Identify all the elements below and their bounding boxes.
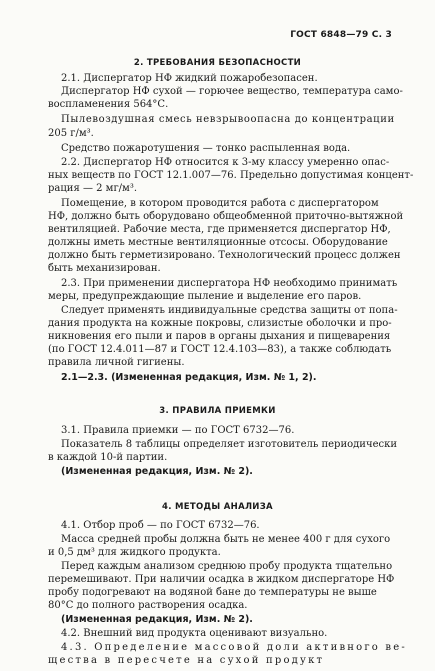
paragraph-line: 205 г/м³. [48, 128, 94, 139]
paragraph-line: 80°С до полного растворения осадка. [48, 600, 248, 611]
paragraph-line: Показатель 8 таблицы определяет изготовитель периодически [61, 439, 397, 450]
running-header: ГОСТ 6848—79 С. 3 [290, 30, 392, 40]
paragraph-line: 3.1. Правила приемки — по ГОСТ 6732—76. [61, 425, 295, 436]
paragraph-line: Пылевоздушная смесь невзрывоопасна до концентрации [61, 114, 395, 125]
paragraph-line: и 0,5 дм³ для жидкого продукта. [48, 547, 221, 558]
paragraph-line: рация — 2 мг/м³. [48, 183, 138, 194]
amendment-note: (Измененная редакция, Изм. № 2). [61, 614, 253, 625]
paragraph-line: НФ, должно быть оборудовано общеобменной приточно-вытяжной [48, 211, 404, 222]
paragraph-line: должны иметь местные вентиляционные отсосы. Оборудование [48, 237, 388, 248]
paragraph-line: пробу подогревают на водяной бане до температуры не выше [48, 587, 377, 598]
paragraph-line: Следует применять индивидуальные средства защиты от попа- [61, 305, 398, 316]
paragraph-line: перемешивают. При наличии осадка в жидком диспергаторе НФ [48, 574, 395, 585]
paragraph-line: Перед каждым анализом среднюю пробу продукта тщательно [61, 561, 393, 572]
amendment-note: 2.1—2.3. (Измененная редакция, Изм. № 1, 2). [61, 372, 317, 383]
paragraph-line: быть механизирован. [48, 263, 161, 274]
amendment-note: (Измененная редакция, Изм. № 2). [61, 466, 253, 477]
paragraph-line: (по ГОСТ 12.4.011—87 и ГОСТ 12.4.103—83), а также соблюдать [48, 344, 392, 355]
paragraph-line: вентиляцией. Рабочие места, где применяется диспергатор НФ, [48, 224, 391, 235]
paragraph-line: Помещение, в котором проводится работа с диспергатором [61, 198, 379, 209]
paragraph-line: 4.1. Отбор проб — по ГОСТ 6732—76. [61, 520, 260, 531]
paragraph-line: должно быть герметизировано. Технологический процесс должен [48, 250, 401, 261]
paragraph-line: Диспергатор НФ сухой — горючее вещество, температура само- [61, 86, 403, 97]
paragraph-line: дания продукта на кожные покровы, слизистые оболочки и про- [48, 318, 392, 329]
paragraph-line: в каждой 10-й партии. [48, 452, 168, 463]
paragraph-line: щества в пересчете на сухой продукт [48, 655, 325, 666]
paragraph-line: меры, предупреждающие пыление и выделение его паров. [48, 291, 362, 302]
section-title-acceptance: 3. ПРАВИЛА ПРИЕМКИ [159, 406, 276, 416]
paragraph-line: 4.3. Определение массовой доли активного ве- [61, 642, 407, 653]
section-title-safety: 2. ТРЕБОВАНИЯ БЕЗОПАСНОСТИ [133, 58, 302, 68]
paragraph-line: 2.2. Диспергатор НФ относится к 3-му классу умеренно опас- [61, 157, 390, 168]
paragraph-line: Масса средней пробы должна быть не менее 400 г для сухого [61, 534, 391, 545]
paragraph-line: воспламенения 564°С. [48, 99, 169, 110]
paragraph-line: Средство пожаротушения — тонко распыленная вода. [61, 143, 351, 154]
section-title-analysis: 4. МЕТОДЫ АНАЛИЗА [162, 502, 273, 512]
paragraph-line: 2.3. При применении диспергатора НФ необходимо принимать [61, 278, 398, 289]
paragraph-line: 2.1. Диспергатор НФ жидкий пожаробезопасен. [61, 73, 318, 84]
paragraph-line: 4.2. Внешний вид продукта оценивают визуально. [61, 628, 328, 639]
paragraph-line: правила личной гигиены. [48, 357, 185, 368]
paragraph-line: ных веществ по ГОСТ 12.1.007—76. Предельно допустимая концент- [48, 170, 414, 181]
paragraph-line: никновения его пыли и паров в органы дыхания и пищеварения [48, 331, 391, 342]
